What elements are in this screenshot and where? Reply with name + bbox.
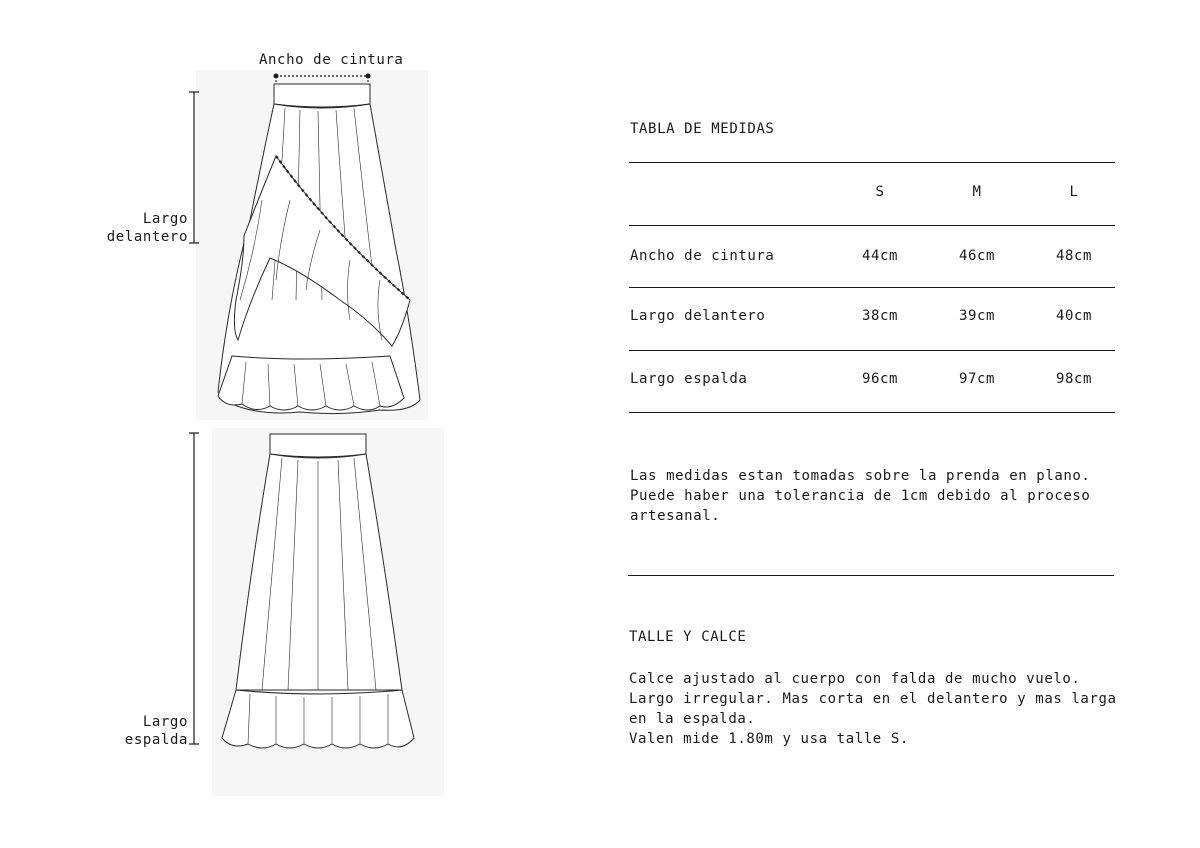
size-table-title: TABLA DE MEDIDAS xyxy=(630,121,775,137)
table-cell: 39cm xyxy=(958,308,996,324)
table-cell: 40cm xyxy=(1055,308,1093,324)
table-cell: 96cm xyxy=(861,371,899,387)
table-rule-row1 xyxy=(629,287,1115,288)
table-cell: 38cm xyxy=(861,308,899,324)
table-cell: 98cm xyxy=(1055,371,1093,387)
table-cell: 46cm xyxy=(958,248,996,264)
note-line: artesanal. xyxy=(630,508,721,524)
table-rule-header xyxy=(629,225,1115,226)
section-divider xyxy=(628,575,1114,576)
size-header-s: S xyxy=(875,184,885,200)
fit-line: en la espalda. xyxy=(629,711,756,727)
table-cell: 48cm xyxy=(1055,248,1093,264)
table-rule-top xyxy=(629,162,1115,163)
row-label-waist: Ancho de cintura xyxy=(630,248,775,264)
waist-width-label: Ancho de cintura xyxy=(259,52,404,68)
fit-line: Largo irregular. Mas corta en el delantero y mas larga xyxy=(629,691,1117,707)
fit-section-title: TALLE Y CALCE xyxy=(629,629,747,645)
fit-description xyxy=(629,669,1117,749)
back-length-label-line2: espalda xyxy=(124,732,188,748)
front-length-label-line2: delantero xyxy=(106,229,188,245)
back-length-label-line1: Largo xyxy=(142,714,188,730)
note-line: Puede haber una tolerancia de 1cm debido al proceso xyxy=(630,488,1091,504)
note-line: Las medidas estan tomadas sobre la prenda en plano. xyxy=(630,468,1091,484)
table-cell: 44cm xyxy=(861,248,899,264)
table-rule-bottom xyxy=(629,412,1115,413)
table-rule-row2 xyxy=(629,350,1115,351)
measurement-note xyxy=(630,466,1090,526)
row-label-back-length: Largo espalda xyxy=(630,371,748,387)
fit-line: Calce ajustado al cuerpo con falda de mucho vuelo. xyxy=(629,671,1081,687)
size-header-l: L xyxy=(1069,184,1079,200)
size-header-m: M xyxy=(972,184,982,200)
row-label-front-length: Largo delantero xyxy=(630,308,766,324)
table-cell: 97cm xyxy=(958,371,996,387)
front-length-label-line1: Largo xyxy=(142,211,188,227)
fit-line: Valen mide 1.80m y usa talle S. xyxy=(629,731,909,747)
